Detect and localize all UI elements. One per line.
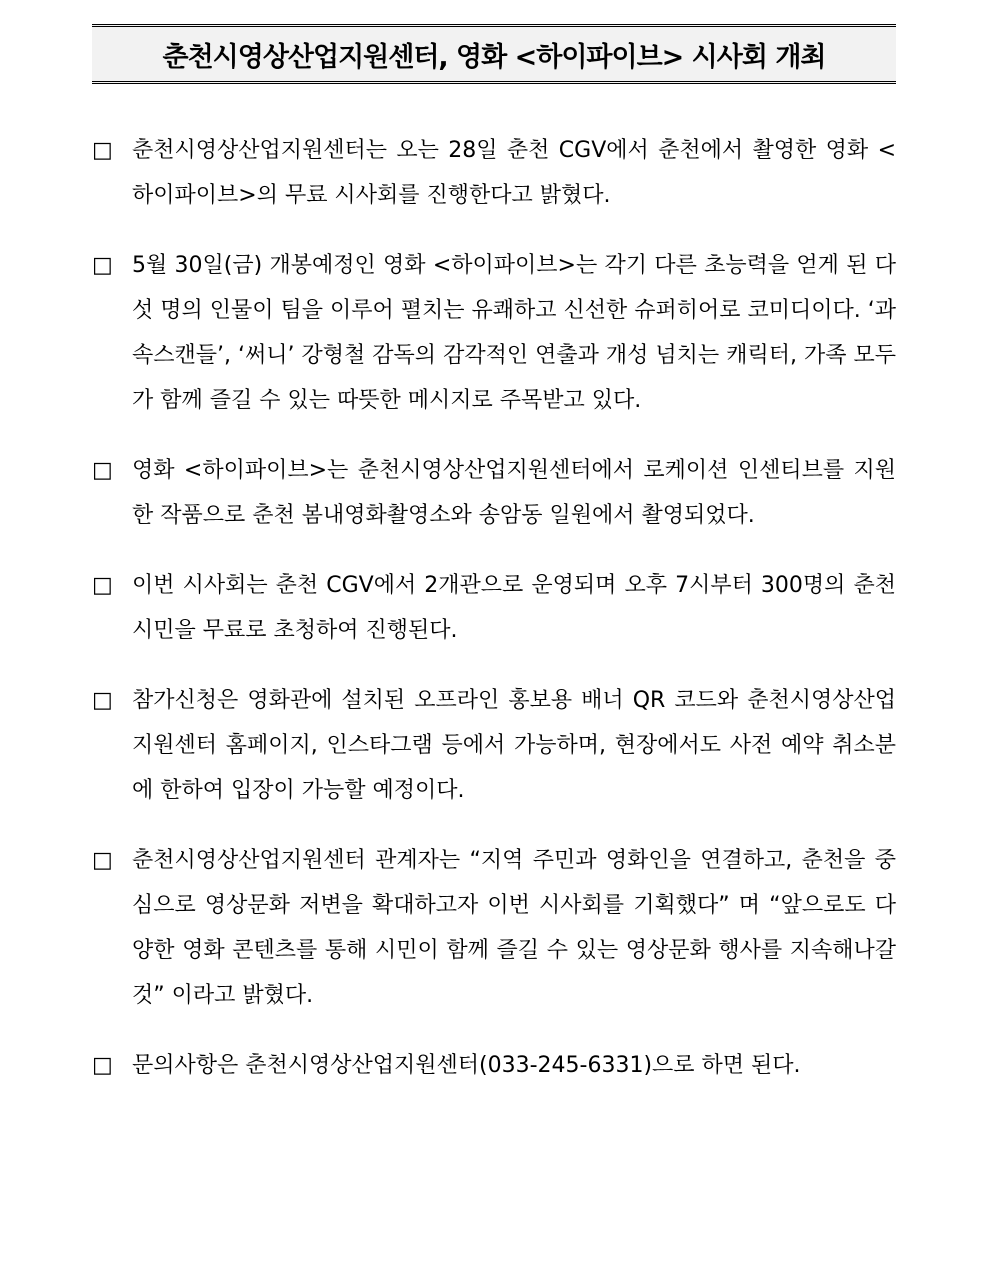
- checkbox-bullet-icon: □: [92, 458, 113, 483]
- paragraph-3: [92, 448, 896, 538]
- title-box: [92, 24, 896, 84]
- paragraph-text: 참가신청은 영화관에 설치된 오프라인 홍보용 배너 QR 코드와 춘천시영상산업지원센터 홈페이지, 인스타그램 등에서 가능하며, 현장에서도 사전 예약 취소분에 한하여 입장이 가능할 예정이다.: [132, 688, 896, 803]
- checkbox-bullet-icon: □: [92, 573, 113, 598]
- paragraph-2: [92, 243, 896, 423]
- checkbox-bullet-icon: □: [92, 253, 113, 278]
- checkbox-bullet-icon: □: [92, 1053, 113, 1078]
- press-release-body: [92, 128, 896, 1088]
- paragraph-text: 이번 시사회는 춘천 CGV에서 2개관으로 운영되며 오후 7시부터 300명의 춘천시민을 무료로 초청하여 진행된다.: [132, 573, 896, 643]
- paragraph-4: [92, 563, 896, 653]
- paragraph-1: [92, 128, 896, 218]
- checkbox-bullet-icon: □: [92, 848, 113, 873]
- checkbox-bullet-icon: □: [92, 688, 113, 713]
- paragraph-5: [92, 678, 896, 813]
- paragraph-text: 문의사항은 춘천시영상산업지원센터(033-245-6331)으로 하면 된다.: [132, 1053, 801, 1078]
- paragraph-7: [92, 1043, 896, 1088]
- paragraph-text: 춘천시영상산업지원센터는 오는 28일 춘천 CGV에서 춘천에서 촬영한 영화 <하이파이브>의 무료 시사회를 진행한다고 밝혔다.: [132, 138, 896, 208]
- paragraph-text: 5월 30일(금) 개봉예정인 영화 <하이파이브>는 각기 다른 초능력을 얻게 된 다섯 명의 인물이 팀을 이루어 펼치는 유쾌하고 신선한 슈퍼히어로 코미디이다. ‘과속스캔들’, ‘써니’ 강형철 감독의 감각적인 연출과 개성 넘치는 캐릭터, 가족 모두가 함께 즐길 수 있는 따뜻한 메시지로 주목받고 있다.: [132, 253, 896, 413]
- checkbox-bullet-icon: □: [92, 138, 113, 163]
- paragraph-text: 영화 <하이파이브>는 춘천시영상산업지원센터에서 로케이션 인센티브를 지원한 작품으로 춘천 봄내영화촬영소와 송암동 일원에서 촬영되었다.: [132, 458, 896, 528]
- paragraph-6: [92, 838, 896, 1018]
- document-title: 춘천시영상산업지원센터, 영화 <하이파이브> 시사회 개최: [162, 41, 826, 73]
- paragraph-text: 춘천시영상산업지원센터 관계자는 “지역 주민과 영화인을 연결하고, 춘천을 중심으로 영상문화 저변을 확대하고자 이번 시사회를 기획했다” 며 “앞으로도 다양한 영화 콘텐츠를 통해 시민이 함께 즐길 수 있는 영상문화 행사를 지속해나갈 것” 이라고 밝혔다.: [132, 848, 896, 1008]
